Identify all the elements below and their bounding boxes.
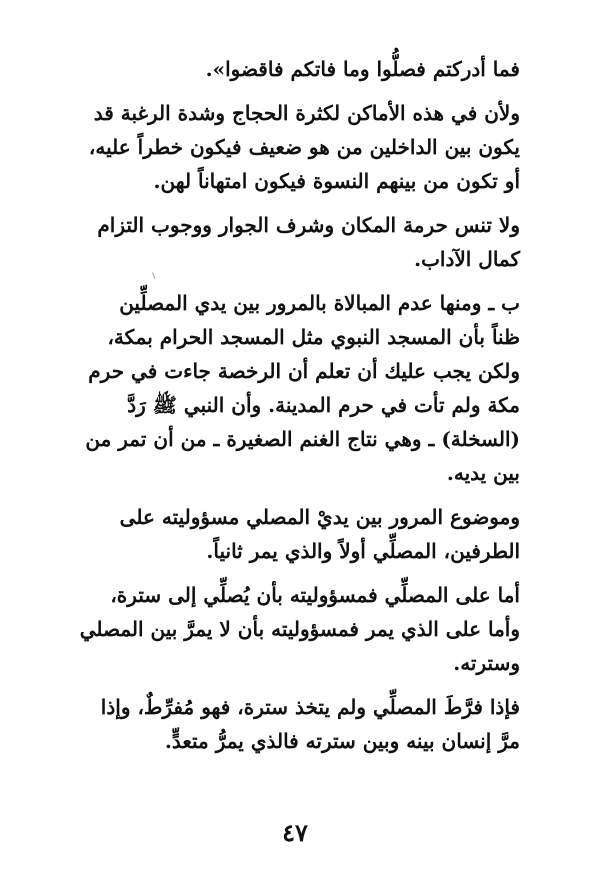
paragraph-passing-in-front: ب ـ ومنها عدم المبالاة بالمرور بين يدي المصلِّين ظناً بأن المسجد النبوي مثل المسجد الحرام بمكة، ولكن يجب عليك أن تعلم أن الرخصة جاءت في حرم مكة ولم تأت في حرم المدينة. وأن النبي ﷺ رَدَّ (السخلة) ـ وهي نتاج الغنم الصغيرة ـ من أن تمر من بين يديه. <box>85 291 520 485</box>
page-body-text <box>64 52 520 758</box>
paragraph-hadith-ending: فما أدركتم فصلُّوا وما فاتكم فاقضوا». <box>205 57 520 81</box>
paragraph-responsibility: وموضوع المرور بين يديْ المصلي مسؤوليته على الطرفين، المصلِّي أولاً والذي يمر ثانياً. <box>119 505 520 563</box>
paragraph-sutrah: أما على المصلِّي فمسؤوليته بأن يُصلِّي إلى سترة، وأما على الذي يمر فمسؤوليته بأن لا يمرَّ بين المصلي وسترته. <box>79 583 520 675</box>
paragraph-respect-place: ولا تنس حرمة المكان وشرف الجوار ووجوب التزام كمال الآداب. <box>97 213 520 271</box>
paragraph-crowding-reason: ولأن في هذه الأماكن لكثرة الحجاج وشدة الرغبة قد يكون بين الداخلين من هو ضعيف فيكون خطراً عليه، أو تكون من بينهم النسوة فيكون امتهاناً لهن. <box>88 101 520 193</box>
page-number: ٤٧ <box>282 818 308 847</box>
paragraph-negligence: فإذا فرَّطَ المصلِّي ولم يتخذ سترة، فهو مُفرِّطٌ، وإذا مرَّ إنسان بينه وبين سترته فالذي يمرُّ متعدٍّ. <box>100 695 520 753</box>
